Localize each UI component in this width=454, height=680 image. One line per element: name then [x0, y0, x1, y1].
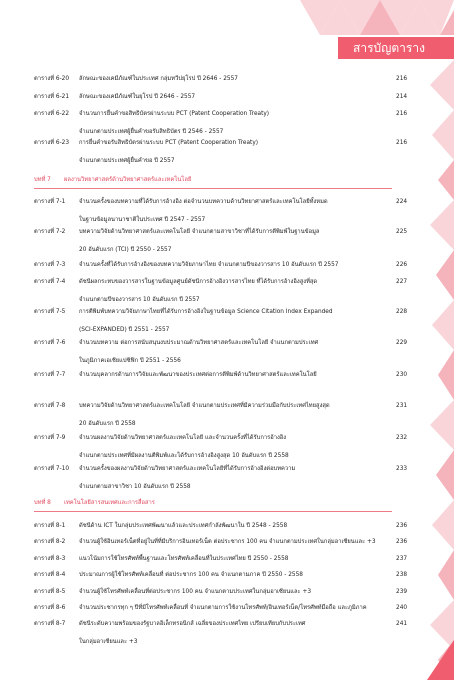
entry-label: ตารางที่ 7-8 [34, 403, 66, 409]
entry-label: ตารางที่ 7-1 [34, 199, 66, 205]
entry-label: ตารางที่ 7-3 [34, 262, 66, 268]
entry-title: จำนวนครั้งของผลงานวิจัยด้านวิทยาศาสตร์และเทคโนโลยีที่ได้รับการอ้างอิงต่อบทความ จำแนกตามสาขาวิชา 10 อันดับแรก ปี 2558 [79, 466, 296, 490]
entry-title: ประมาณการผู้ใช้โทรศัพท์เคลื่อนที่ ต่อประชากร 100 คน จำแนกตามภาค ปี 2550 - 2558 [79, 572, 303, 578]
entry-title: จำนวนบุคลากรด้านการวิจัยและพัฒนาของประเทศต่อการตีพิมพ์ด้านวิทยาศาสตร์และเทคโนโลยี [79, 372, 317, 378]
entry-page: 231 [396, 403, 408, 409]
entry-page: 233 [396, 466, 408, 472]
entry-title: ลักษณะของเคมีภัณฑ์ในประเทศ กลุ่มทวีปยุโรป ปี 2646 - 2557 [79, 76, 238, 82]
entry-title: บทความวิจัยด้านวิทยาศาสตร์และเทคโนโลยี จำแนกตามประเทศที่มีความร่วมมือกับประเทศไทยสูงสุด 20 อันดับแรก ปี 2558 [79, 403, 330, 427]
entry-title: จำนวนผู้ใช้โทรศัพท์เคลื่อนที่ต่อประชากร 100 คน จำแนกตามประเทศในกลุ่มอาเซียนและ +3 [79, 589, 312, 595]
entry-title: จำนวนครั้งของบทความที่ได้รับการอ้างอิง ต่อจำนวนบทความด้านวิทยาศาสตร์และเทคโนโลยีทั้งหมด ในฐานข้อมูลนานาชาติในประเทศ ปี 2547 - 2557 [79, 199, 328, 223]
entry-page: 226 [396, 262, 408, 268]
entry-label: ตารางที่ 8-5 [34, 589, 66, 595]
entry-label: ตารางที่ 8-2 [34, 539, 66, 545]
entry-title: บทความวิจัยด้านวิทยาศาสตร์และเทคโนโลยี จำแนกตามสาขาวิชาที่ได้รับการตีพิมพ์ในฐานข้อมูล 20 อันดับแรก (TCI) ปี 2550 - 2557 [79, 229, 320, 253]
entry-title: ดัชนีผลกระทบของวารสารในฐานข้อมูลศูนย์ดัชนีการอ้างอิงวารสารไทย ที่ได้รับการอ้างอิงสูงที่สุด จำแนกตามปีของวารสาร 10 อันดับแรก ปี 2557 [79, 279, 318, 303]
page-number: xiv [427, 654, 436, 660]
entry-page: 216 [396, 76, 408, 82]
entry-label: ตารางที่ 6-22 [34, 111, 70, 117]
entry-page: 239 [396, 589, 408, 595]
entry-page: 238 [396, 572, 408, 578]
entry-page: 225 [396, 229, 408, 235]
entry-page: 230 [396, 372, 408, 378]
entry-page: 236 [396, 523, 408, 529]
entry-title: ดัชนีระดับความพร้อมของรัฐบาลอิเล็กทรอนิกส์ เฉลี่ยของประเทศไทย เปรียบเทียบกับประเทศ ในกลุ่มอาเซียนและ +3 [79, 621, 306, 645]
entry-page: 224 [396, 199, 408, 205]
entry-label: ตารางที่ 7-7 [34, 372, 66, 378]
entry-label: ตารางที่ 8-7 [34, 621, 66, 627]
page-title: สารบัญตาราง [353, 41, 425, 55]
entry-label: ตารางที่ 6-21 [34, 94, 70, 100]
entry-title: จำนวนผู้ใช้อินเทอร์เน็ตที่อยู่ในที่ที่มีบริการอินเทอร์เน็ต ต่อประชากร 100 คน จำแนกตามประเทศในกลุ่มอาเซียนและ +3 [79, 539, 376, 545]
chapter-label: บทที่ 8 [34, 500, 51, 506]
entry-title: จำนวนการยื่นคำขอสิทธิบัตรผ่านระบบ PCT (Patent Cooperation Treaty) จำแนกตามประเทศผู้ยื่นคำขอรับสิทธิบัตร ปี 2546 - 2557 [79, 111, 270, 135]
entry-label: ตารางที่ 6-20 [34, 76, 70, 82]
entry-page: 232 [396, 435, 408, 441]
entry-page: 216 [396, 111, 408, 117]
entry-title: จำนวนครั้งที่ได้รับการอ้างอิงของบทความวิจัยภาษาไทย จำแนกตามปีของวารสาร 10 อันดับแรก ปี 2557 [79, 262, 339, 268]
entry-page: 214 [396, 94, 408, 100]
entry-title: การตีพิมพ์บทความวิจัยภาษาไทยที่ได้รับการอ้างอิงในฐานข้อมูล Science Citation Index Expanded (SCI-EXPANDED) ปี 2551 - 2557 [79, 309, 333, 333]
entry-label: ตารางที่ 7-4 [34, 279, 66, 285]
entry-title: จำนวนผลงานวิจัยด้านวิทยาศาสตร์และเทคโนโลยี และจำนวนครั้งที่ได้รับการอ้างอิง จำแนกตามประเทศที่มีผลงานตีพิมพ์และได้รับการอ้างอิงสูงสุด 10 อันดับแรก ปี 2558 [79, 435, 289, 459]
entry-page: 237 [396, 556, 408, 562]
entry-title: จำนวนบทความ ต่อการสนับสนุนงบประมาณด้านวิทยาศาสตร์และเทคโนโลยี จำแนกตามประเทศ ในภูมิภาคเอเชียแปซิฟิก ปี 2551 - 2556 [79, 340, 319, 364]
chapter-title: ผลงานวิทยาศาสตร์ด้านวิทยาศาสตร์และเทคโนโลยี [64, 177, 192, 183]
entry-label: ตารางที่ 8-6 [34, 605, 66, 611]
chapter-divider [34, 188, 392, 189]
entry-page: 227 [396, 279, 408, 285]
entry-page: 228 [396, 309, 408, 315]
entry-label: ตารางที่ 8-4 [34, 572, 66, 578]
entry-label: ตารางที่ 7-9 [34, 435, 66, 441]
entry-label: ตารางที่ 8-1 [34, 523, 66, 529]
entry-title: ดัชนีด้าน ICT ในกลุ่มประเทศพัฒนาแล้วและประเทศกำลังพัฒนาใน ปี 2548 - 2558 [79, 523, 288, 529]
entry-title: จำนวนประชากรทุก ๆ ปีที่มีโทรศัพท์เคลื่อนที่ จำแนกตามการใช้งานโทรศัพท์/อินเทอร์เน็ต/โทรศัพท์มือถือ และภูมิภาค [79, 605, 367, 611]
entry-page: 240 [396, 605, 408, 611]
entry-page: 241 [396, 621, 408, 627]
entry-label: ตารางที่ 7-2 [34, 229, 66, 235]
entry-title: การยื่นคำขอรับสิทธิบัตรผ่านระบบ PCT (Patent Cooperation Treaty) จำแนกตามประเทศผู้ยื่นคำขอ ปี 2557 [79, 140, 259, 164]
entry-page: 236 [396, 539, 408, 545]
entry-title: แนวโน้มการใช้โทรศัพท์พื้นฐานและโทรศัพท์เคลื่อนที่ในประเทศไทย ปี 2550 - 2558 [79, 556, 289, 562]
entry-page: 229 [396, 340, 408, 346]
entry-title: ลักษณะของเคมีภัณฑ์ในยุโรป ปี 2646 - 2557 [79, 94, 196, 100]
chapter-title: เทคโนโลยีสารสนเทศและการสื่อสาร [64, 500, 155, 506]
entry-label: ตารางที่ 7-10 [34, 466, 70, 472]
entry-page: 216 [396, 140, 408, 146]
chapter-divider [34, 511, 392, 512]
entry-label: ตารางที่ 7-5 [34, 309, 66, 315]
entry-label: ตารางที่ 8-3 [34, 556, 66, 562]
chapter-label: บทที่ 7 [34, 177, 51, 183]
entry-label: ตารางที่ 6-23 [34, 140, 70, 146]
entry-label: ตารางที่ 7-6 [34, 340, 66, 346]
